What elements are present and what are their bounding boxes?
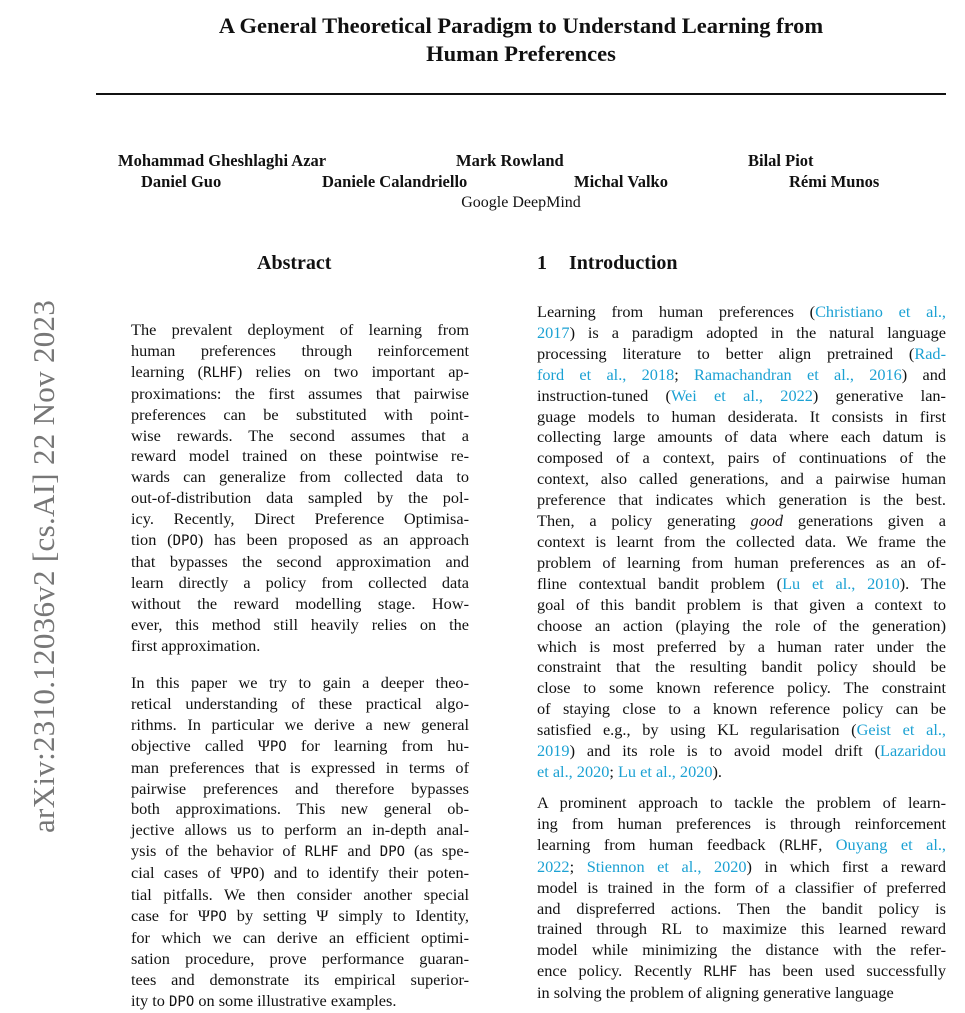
title-line-1: A General Theoretical Paradigm to Understand Learning from	[218, 13, 824, 38]
text-line: rithms. In particular we derive a new general	[131, 714, 469, 734]
arxiv-identifier: arXiv:2310.12036v2 [cs.AI] 22 Nov 2023	[26, 299, 61, 833]
text-line: instruction-tuned (Wei et al., 2022) generative lan-	[537, 385, 946, 405]
text-line: icy. Recently, Direct Preference Optimisa-	[131, 509, 469, 529]
text-line: out-of-distribution data sampled by the pol-	[131, 488, 469, 508]
text-line: A prominent approach to tackle the problem of learn-	[537, 793, 946, 812]
text-line: preference that indicates which generation is the best.	[537, 490, 946, 510]
text-line: case for ΨPO by setting Ψ simply to Identity,	[131, 905, 470, 925]
text-line: 2017) is a paradigm adopted in the natural language	[537, 322, 946, 342]
affiliation: Google DeepMind	[461, 194, 581, 211]
text-line: learn directly a policy from collected data	[131, 572, 469, 592]
text-line: processing literature to better align pretrained (Rad-	[537, 343, 946, 363]
text-line: first approximation.	[131, 635, 261, 655]
text-line: wise rewards. The second assumes that a	[131, 425, 469, 445]
text-line: of staying close to a known reference policy can be	[537, 699, 946, 719]
text-line: ever, this method still heavily relies on the	[131, 614, 469, 634]
section-title: Introduction	[569, 252, 678, 274]
abstract-heading: Abstract	[257, 252, 332, 274]
abstract-paragraph-1	[131, 320, 469, 657]
text-line: objective called ΨPO for learning from hu-	[131, 735, 469, 755]
text-line: learning (RLHF) relies on two important ap-	[131, 361, 469, 381]
text-line: collecting large amounts of data where each datum is	[537, 427, 946, 447]
text-line: ysis of the behavior of RLHF and DPO (as spe-	[131, 841, 469, 861]
author-name: Daniele Calandriello	[322, 172, 468, 191]
text-line: 2022; Stiennon et al., 2020) in which first a reward	[537, 856, 946, 876]
text-line: problem of learning from human preferences as an of-	[537, 552, 946, 572]
text-line: ence policy. Recently RLHF has been used successfully	[537, 961, 947, 981]
text-line: composed of a context, pairs of continuations of the	[537, 448, 946, 468]
author-name: Daniel Guo	[141, 172, 222, 191]
text-line: cial cases of ΨPO) and to identify their poten-	[131, 863, 470, 883]
text-line: which is most preferred by a human rater under the	[537, 636, 946, 656]
text-line: In this paper we try to gain a deeper theo-	[131, 673, 469, 692]
intro-heading	[537, 252, 678, 275]
author-name: Michal Valko	[574, 172, 668, 191]
text-line: choose an action (playing the role of the generation)	[537, 615, 946, 635]
text-line: Learning from human preferences (Christiano et al.,	[537, 302, 946, 321]
author-name: Mark Rowland	[456, 151, 564, 170]
text-line: The prevalent deployment of learning from	[131, 320, 469, 339]
text-line: pairwise preferences and therefore bypasses	[131, 778, 469, 798]
text-line: human preferences through reinforcement	[131, 340, 469, 360]
text-line: fline contextual bandit problem (Lu et al., 2010). The	[537, 573, 946, 593]
text-line: for which we can derive an efficient optimi-	[131, 927, 469, 947]
text-line: tial pitfalls. We then consider another special	[131, 885, 469, 905]
author-name: Mohammad Gheshlaghi Azar	[118, 151, 327, 170]
text-line: tion (DPO) has been proposed as an approach	[131, 530, 470, 550]
title-line-2: Human Preferences	[426, 41, 616, 66]
text-line: satisfied e.g., by using KL regularisation (Geist et al.,	[537, 720, 946, 740]
text-line: trained through RL to maximize this learned reward	[537, 919, 946, 939]
title-rule	[96, 93, 946, 95]
text-line: et al., 2020; Lu et al., 2020).	[537, 761, 722, 781]
text-line: context, also called generations, and a pairwise human	[537, 469, 946, 489]
intro-paragraph-1	[537, 302, 946, 783]
text-line: learning from human feedback (RLHF, Ouyang et al.,	[537, 834, 946, 854]
author-name: Bilal Piot	[748, 151, 814, 170]
text-line: preferences can be substituted with point-	[131, 404, 469, 424]
text-line: close to some known reference policy. The constraint	[537, 678, 946, 698]
text-line: ity to DPO on some illustrative examples.	[131, 990, 397, 1010]
paper-title	[96, 12, 946, 68]
text-line: model is trained in the form of a classifier of preferred	[537, 877, 946, 897]
text-line: ford et al., 2018; Ramachandran et al., 2016) and	[537, 364, 947, 384]
author-name: Rémi Munos	[789, 172, 880, 191]
text-line: and dispreferred actions. Then the bandit policy is	[537, 898, 946, 918]
text-line: man preferences that is expressed in terms of	[131, 757, 469, 777]
text-line: constraint that the resulting bandit policy should be	[537, 657, 946, 677]
text-line: ing from human preferences is through reinforcement	[537, 813, 946, 833]
text-line: model while minimizing the distance with the refer-	[537, 940, 946, 960]
text-line: guage models to human desiderata. It consists in first	[537, 406, 946, 426]
text-line: 2019) and its role is to avoid model drift (Lazaridou	[537, 741, 946, 761]
text-line: context is learnt from the collected data. We frame the	[537, 531, 946, 551]
text-line: reward model trained on these pointwise re-	[131, 446, 469, 466]
text-line: wards can generalize from collected data to	[131, 467, 469, 487]
text-line: tees and demonstrate its empirical superior-	[131, 969, 469, 989]
text-line: sation procedure, prove performance guaran-	[131, 948, 469, 968]
text-line: without the reward modelling stage. How-	[131, 593, 469, 613]
intro-paragraph-2	[537, 793, 946, 1004]
text-line: retical understanding of these practical algo-	[131, 693, 469, 713]
text-line: proximations: the first assumes that pairwise	[131, 383, 469, 403]
text-line: both approximations. This new general ob-	[131, 799, 469, 819]
text-line: goal of this bandit problem is that given a context to	[537, 594, 946, 614]
text-line: jective allows us to perform an in-depth anal-	[131, 820, 469, 840]
text-line: in solving the problem of aligning generative language	[537, 983, 894, 1003]
section-number: 1	[537, 252, 547, 274]
abstract-paragraph-2	[131, 673, 469, 1013]
text-line: Then, a policy generating good generations given a	[537, 511, 947, 531]
text-line: that bypasses the second approximation and	[131, 551, 469, 571]
